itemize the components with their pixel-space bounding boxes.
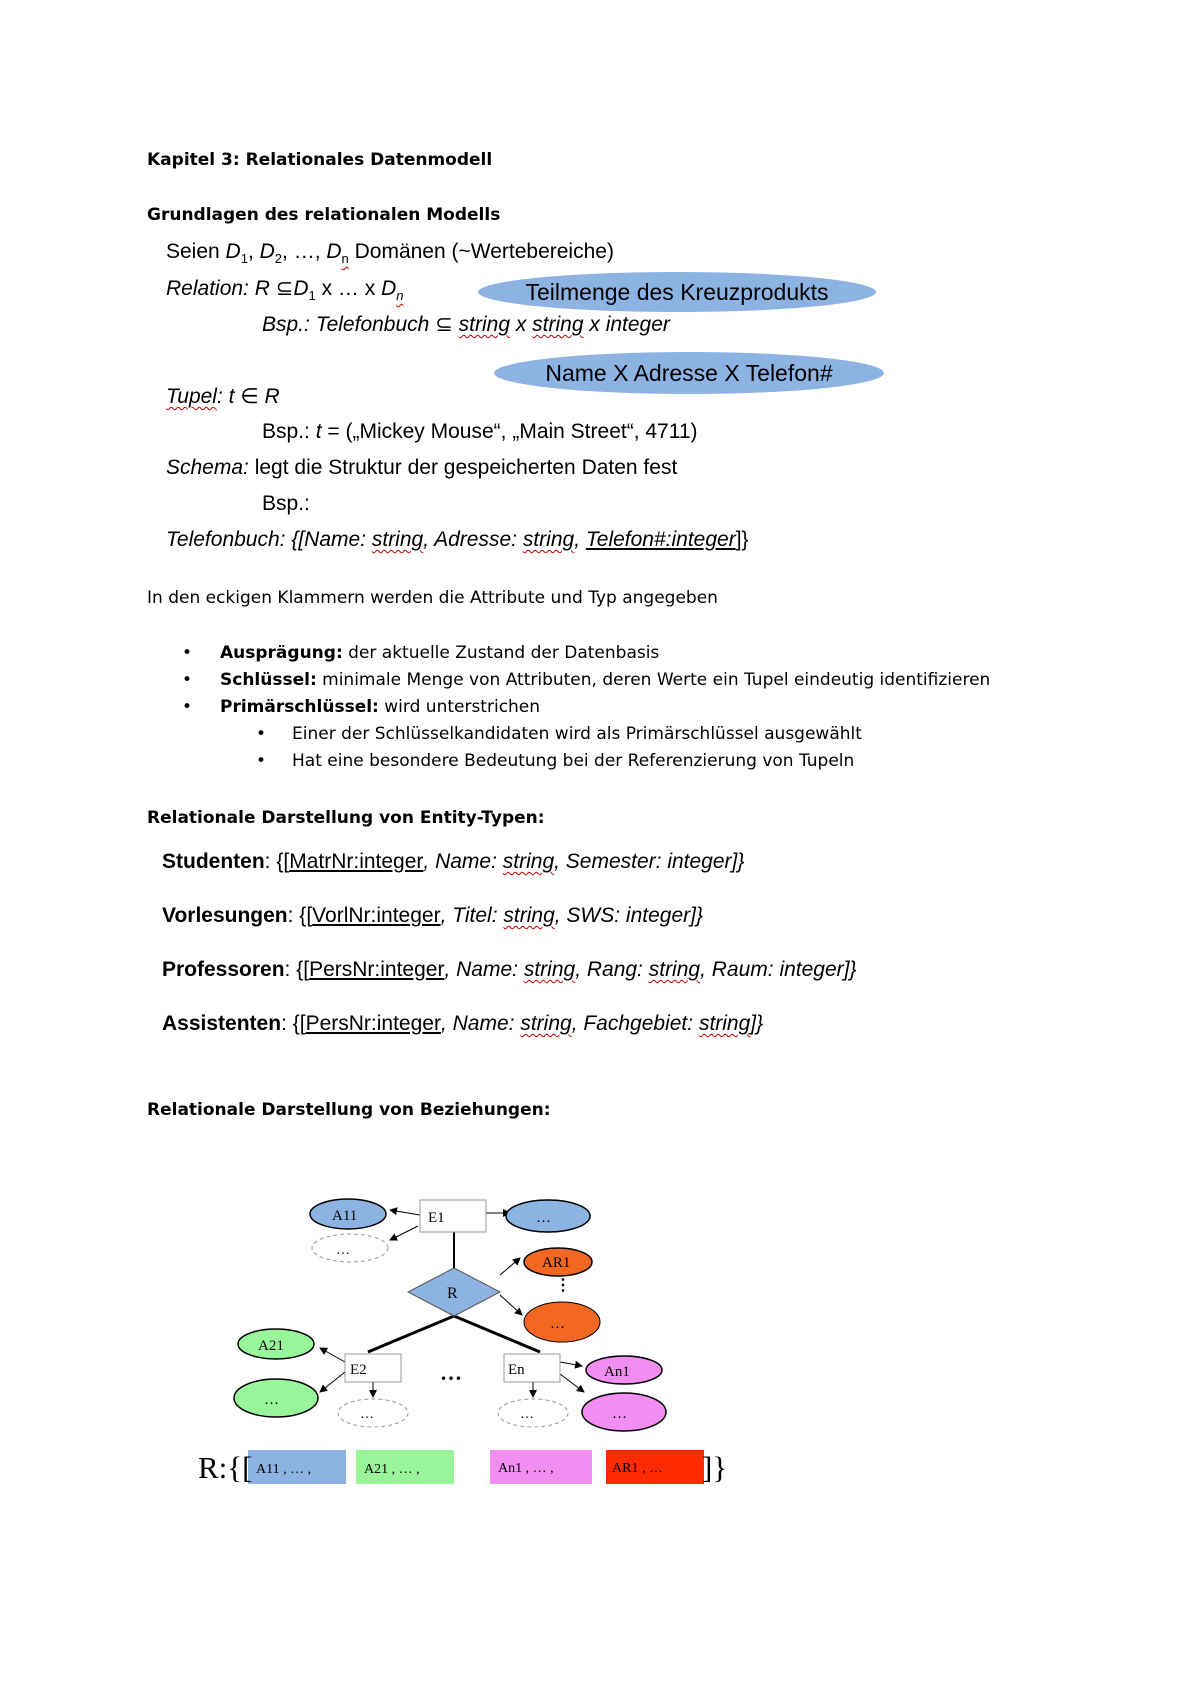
entity-assistenten: Assistenten: {[PersNr:integer, Name: string, Fachgebiet: string]} [162,1012,764,1035]
bullet-auspraegung: Ausprägung: der aktuelle Zustand der Datenbasis [220,643,660,663]
arrow-en-dots [560,1374,584,1392]
label-a11: A11 [332,1208,358,1224]
label-ar-vdots: ⋮ [555,1277,571,1294]
rel-cell-text-4: AR1 , … [612,1461,663,1476]
arrow-e1-a11 [390,1210,420,1215]
example-mickey-mouse: Bsp.: t = („Mickey Mouse“, „Main Street“, 4711) [262,420,698,443]
bullet-marker: • [182,643,193,663]
example-telefonbuch-types: Bsp.: Telefonbuch ⊆ string x string x integer [262,313,670,336]
sub-bullet-marker: • [256,724,267,744]
line-r-e2 [368,1316,454,1352]
rel-suffix: ]} [702,1450,728,1485]
attribute-paragraph: In den eckigen Klammern werden die Attribute und Typ angegeben [147,588,718,608]
label-a21: A21 [258,1338,284,1354]
relation-line: Relation: R $⊆D_1$ x … x $D_n$ [166,277,404,304]
label-an-dots: … [612,1406,627,1422]
arrow-r-ar1 [500,1258,520,1275]
label-e1-attr: … [336,1243,350,1258]
entity-vorlesungen: Vorlesungen: {[VorlNr:integer, Titel: string, SWS: integer]} [162,904,703,927]
attr-ellipse-e1-dashed [312,1234,388,1262]
rel-prefix: R:{[ [198,1450,253,1485]
label-mid-dots: … [440,1360,462,1385]
sub-bullet-marker: • [256,751,267,771]
entity-professoren: Professoren: {[PersNr:integer, Name: string, Rang: string, Raum: integer]} [162,958,857,981]
domains-line: Seien $D_1$, $D_2$, …, $D_n$ Domänen (~Wertebereiche) [166,240,614,267]
example-label-bsp: Bsp.: [262,492,310,515]
label-r: R [447,1285,458,1302]
section-heading-entity-typen: Relationale Darstellung von Entity-Typen: [147,808,545,828]
schema-line: Schema: legt die Struktur der gespeicherten Daten fest [166,456,678,479]
chapter-title: Kapitel 3: Relationales Datenmodell [147,150,493,170]
bullet-marker: • [182,697,193,717]
sub-bullet-referenzierung: Hat eine besondere Bedeutung bei der Referenzierung von Tupeln [292,751,855,771]
sub-bullet-kandidaten: Einer der Schlüsselkandidaten wird als Primärschlüssel ausgewählt [292,724,862,744]
arrow-e2-dots [320,1372,345,1392]
bullet-marker: • [182,670,193,690]
arrow-r-ardots [500,1295,522,1315]
label-ar1: AR1 [542,1255,571,1271]
rel-cell-text-2: A21 , … , [364,1462,420,1477]
cloud-teilmenge: Teilmenge des Kreuzprodukts [478,272,876,312]
arrow-en-an1 [560,1362,582,1366]
arrow-e1-attr [390,1226,418,1240]
label-e1-dots: … [536,1210,551,1226]
cloud-name-adresse: Name X Adresse X Telefon# [494,352,884,394]
rel-cell-text-3: An1 , … , [498,1461,554,1476]
label-e2: E2 [350,1362,367,1378]
label-a21-dots: … [264,1392,279,1408]
section-heading-beziehungen: Relationale Darstellung von Beziehungen: [147,1100,551,1120]
rel-cell-text-1: A11 , … , [256,1462,312,1477]
entity-studenten: Studenten: {[MatrNr:integer, Name: string, Semester: integer]} [162,850,745,873]
label-e1: E1 [428,1210,445,1226]
section-heading-grundlagen: Grundlagen des relationalen Modells [147,205,501,225]
telefonbuch-schema: Telefonbuch: {[Name: string, Adresse: string, Telefon#:integer]} [166,528,749,551]
label-an1: An1 [604,1364,630,1380]
arrow-e2-a21 [320,1348,345,1362]
bullet-primaerschluessel: Primärschlüssel: wird unterstrichen [220,697,541,717]
label-en: En [508,1362,525,1378]
label-ar-dots: … [550,1316,565,1332]
label-en-dots: … [520,1407,534,1422]
bullet-schluessel: Schlüssel: minimale Menge von Attributen, deren Werte ein Tupel eindeutig identifizieren [220,670,991,690]
tupel-line: Tupel: t ∈ R [166,385,280,408]
label-e2-dots: … [360,1407,374,1422]
